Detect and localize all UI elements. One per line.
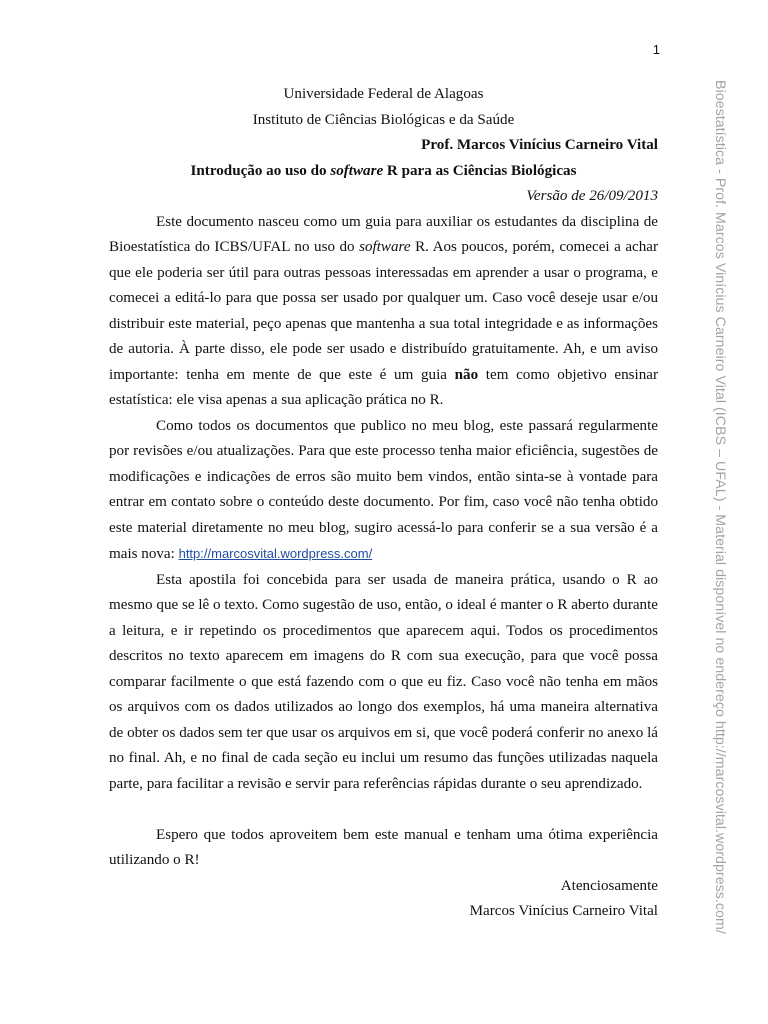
paragraph-intro-software: software [359,239,411,255]
blog-link[interactable]: http://marcosvital.wordpress.com/ [178,546,373,561]
university-name: Universidade Federal de Alagoas [283,86,484,102]
signature: Marcos Vinícius Carneiro Vital [469,903,658,919]
document-body [109,82,658,925]
institute-name: Instituto de Ciências Biológicas e da Saúde [252,111,515,128]
watermark-text: Bioestatística - Prof. Marcos Vinícius Carneiro Vital (ICBS – UFAL) - Material disponível no endereço http://marcosvital.wordpress.com/ [712,80,728,934]
professor-name: Prof. Marcos Vinícius Carneiro Vital [421,137,658,153]
paragraph-updates [109,414,658,568]
version-date: Versão de 26/09/2013 [526,188,658,204]
title-part-1: Introdução ao uso do [190,162,331,179]
title-software: software [330,162,384,179]
paragraph-intro-text-1: Este documento nasceu como um guia para auxiliar os estudantes da disciplina de Bioestatística do ICBS/UFAL no uso do [109,213,658,255]
paragraph-usage: Esta apostila foi concebida para ser usada de maneira prática, usando o R ao mesmo que se lê o texto. Como sugestão de uso, então, o ideal é manter o R aberto durante a leitura, e ir repetindo os procedimentos que aparecem aqui. Todos os procedimentos descritos no texto aparecem em imagens do R com sua execução, para que você possa comparar facilmente o que está fazendo com o que eu fiz. Caso você não tenha em mãos os arquivos com os dados utilizados ao longo dos exemplos, há uma maneira alternativa de obter os dados sem ter que usar os arquivos em si, que você poderá conferir no anexo lá no final. Ah, e no final de cada seção eu inclui um resumo das funções utilizadas naquela parte, para facilitar a revisão e servir para referências rápidas durante o seu aprendizado. [109,571,658,792]
paragraph-intro-nao: não [454,366,479,383]
page-number: 1 [652,42,660,57]
document-title [109,159,658,185]
paragraph-closing: Espero que todos aproveitem bem este manual e tenham uma ótima experiência utilizando o R! [109,826,658,868]
salutation: Atenciosamente [560,877,658,894]
paragraph-intro-text-2: R. Aos poucos, porém, comecei a achar que ele poderia ser útil para outras pessoas interessadas em aprender a usar o programa, e comecei a editá-lo para que possa ser usado por qualquer um. Caso você deseje usar e/ou distribuir este material, peço apenas que mantenha a sua total integridade e as informações de autoria. À parte disso, ele pode ser usado e distribuído gratuitamente. Ah, e um aviso importante: tenha em mente de que este é um guia [109,239,658,383]
title-part-2: R para as Ciências Biológicas [383,162,577,179]
paragraph-updates-text: Como todos os documentos que publico no meu blog, este passará regularmente por revisões e/ou atualizações. Para que este processo tenha maior eficiência, sugestões de modificações e indicações de erros são muito bem vindos, então sinta-se à vontade para entrar em contato sobre o conteúdo deste documento. Por fim, caso você não tenha obtido este material diretamente no meu blog, sugiro acessá-lo para conferir se a sua versão é a mais nova: [109,417,658,562]
spacer [109,797,658,823]
paragraph-intro-text-3: tem como objetivo ensinar estatística: ele visa apenas a sua aplicação prática no R. [109,366,658,408]
side-watermark [706,80,728,934]
paragraph-intro [109,210,658,414]
